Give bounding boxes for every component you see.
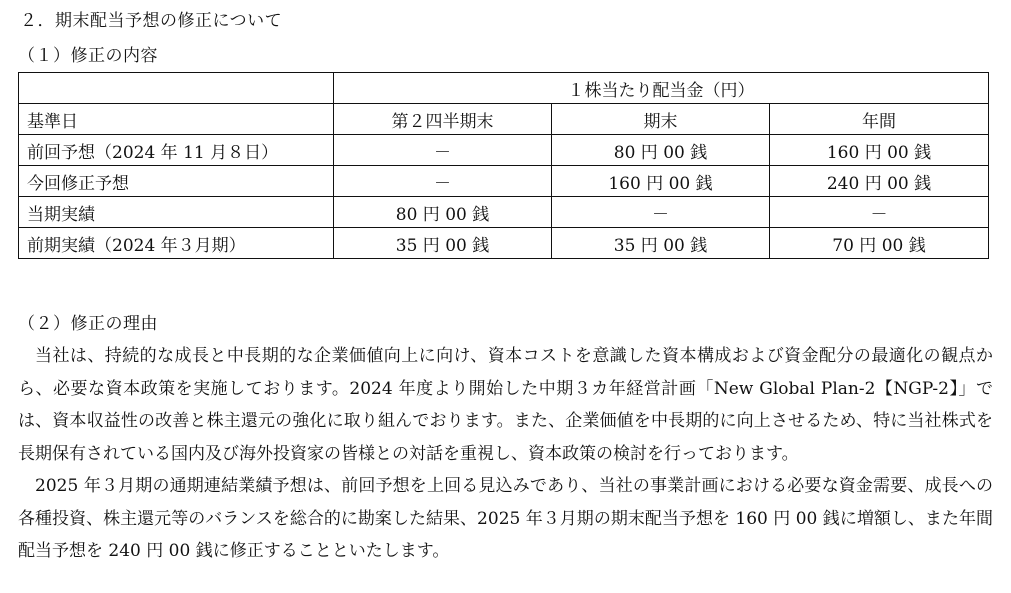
row-label: 前期実績（2024 年３月期） <box>19 228 334 259</box>
table-cell: 240 円 00 銭 <box>770 166 989 197</box>
table-row <box>19 228 989 259</box>
table-cell: 35 円 00 銭 <box>552 228 770 259</box>
table-row <box>19 135 989 166</box>
table-row <box>19 197 989 228</box>
column-header-annual: 年間 <box>770 104 989 135</box>
table-cell: － <box>770 197 989 228</box>
paragraph: 当社は、持続的な成長と中長期的な企業価値向上に向け、資本コストを意識した資本構成および資金配分の最適化の観点から、必要な資本政策を実施しております。2024 年度より開始した中期３カ年経営計画「New Global Plan-2【NGP-2】」では、資本収益性の改善と株主還元の強化に取り組んでおります。また、企業価値を中長期的に向上させるため、特に当社株式を長期保有されている国内及び海外投資家の皆様との対話を重視し、資本政策の検討を行っております。 <box>18 346 993 464</box>
table-cell: － <box>552 197 770 228</box>
row-label: 当期実績 <box>19 197 334 228</box>
table-cell: － <box>334 135 552 166</box>
table-cell: 80 円 00 銭 <box>334 197 552 228</box>
column-header-year-end: 期末 <box>552 104 770 135</box>
table-corner-cell <box>19 73 334 104</box>
revision-reason-body <box>18 340 993 568</box>
table-cell: 160 円 00 銭 <box>552 166 770 197</box>
row-label: 前回予想（2024 年 11 月８日） <box>19 135 334 166</box>
sub-heading-revision-reason: （２）修正の理由 <box>18 314 158 334</box>
table-group-header-row <box>19 73 989 104</box>
table-cell: 160 円 00 銭 <box>770 135 989 166</box>
column-header-base-date: 基準日 <box>19 104 334 135</box>
table-group-header: １株当たり配当金（円） <box>334 73 989 104</box>
table-row <box>19 166 989 197</box>
table-header-row <box>19 104 989 135</box>
column-header-q2-end: 第２四半期末 <box>334 104 552 135</box>
sub-heading-revision-content: （１）修正の内容 <box>18 46 158 66</box>
table-cell: － <box>334 166 552 197</box>
section-heading: ２．期末配当予想の修正について <box>20 11 283 31</box>
paragraph: 2025 年３月期の通期連結業績予想は、前回予想を上回る見込みであり、当社の事業計画における必要な資金需要、成長への各種投資、株主還元等のバランスを総合的に勘案した結果、2025 年３月期の期末配当予想を 160 円 00 銭に増額し、また年間配当予想を 240 円 00 銭に修正することといたします。 <box>18 476 993 561</box>
table-cell: 70 円 00 銭 <box>770 228 989 259</box>
table-cell: 35 円 00 銭 <box>334 228 552 259</box>
dividend-forecast-table <box>18 72 989 259</box>
row-label: 今回修正予想 <box>19 166 334 197</box>
table-cell: 80 円 00 銭 <box>552 135 770 166</box>
